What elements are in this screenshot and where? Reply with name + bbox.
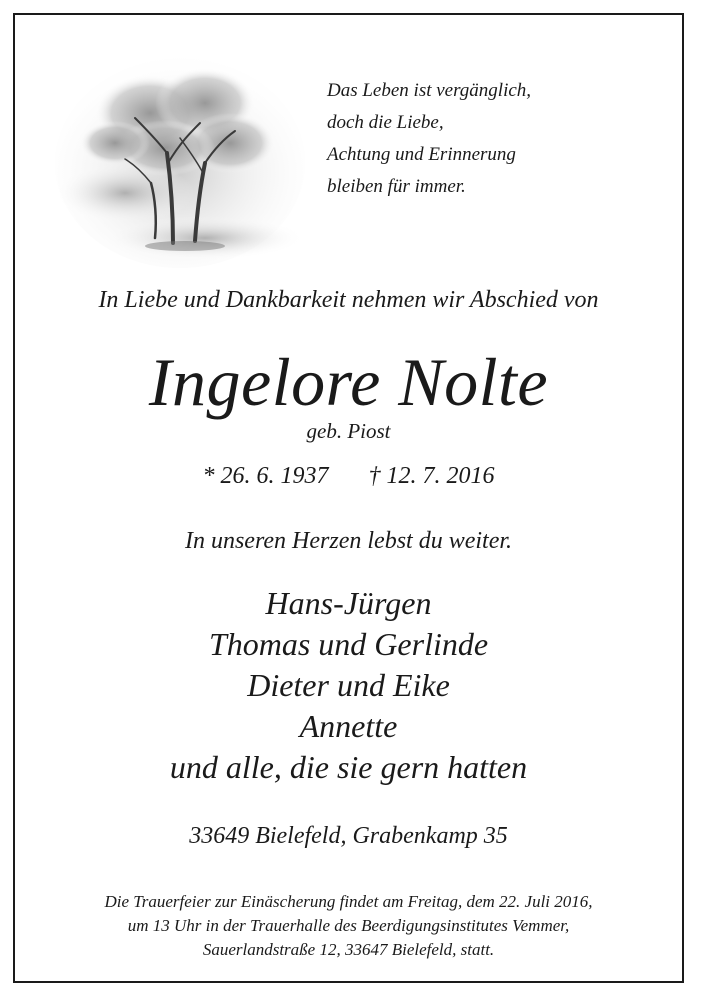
death-date: † 12. 7. 2016 <box>368 463 495 489</box>
mourner: Hans-Jürgen <box>265 585 432 621</box>
poem-line: doch die Liebe, <box>327 112 444 133</box>
poem <box>327 75 531 203</box>
birth-date: * 26. 6. 1937 <box>202 463 329 489</box>
poem-line: bleiben für immer. <box>327 176 466 197</box>
birth-name: geb. Piost <box>306 419 391 443</box>
funeral-notice <box>15 890 682 962</box>
mourner: Thomas und Gerlinde <box>208 626 489 662</box>
notice-line: Die Trauerfeier zur Einäscherung findet am Freitag, dem 22. Juli 2016, <box>104 892 593 911</box>
tree-illustration-icon <box>55 43 305 268</box>
notice-line: Sauerlandstraße 12, 33647 Bielefeld, statt. <box>202 940 495 959</box>
family-address: 33649 Bielefeld, Grabenkamp 35 <box>189 823 508 849</box>
mourner: Dieter und Eike <box>247 667 450 703</box>
poem-line: Achtung und Erinnerung <box>327 144 516 165</box>
poem-line: Das Leben ist vergänglich, <box>327 80 532 101</box>
mourners-list <box>15 583 682 788</box>
life-dates <box>15 463 682 490</box>
deceased-name: Ingelore Nolte <box>148 344 549 420</box>
notice-line: um 13 Uhr in der Trauerhalle des Beerdigungsinstitutes Vemmer, <box>127 916 570 935</box>
motto: In unseren Herzen lebst du weiter. <box>184 528 513 554</box>
mourner: Annette <box>299 708 398 744</box>
intro-text: In Liebe und Dankbarkeit nehmen wir Abschied von <box>98 287 599 313</box>
obituary-notice <box>13 13 684 983</box>
mourner: und alle, die sie gern hatten <box>169 749 528 785</box>
